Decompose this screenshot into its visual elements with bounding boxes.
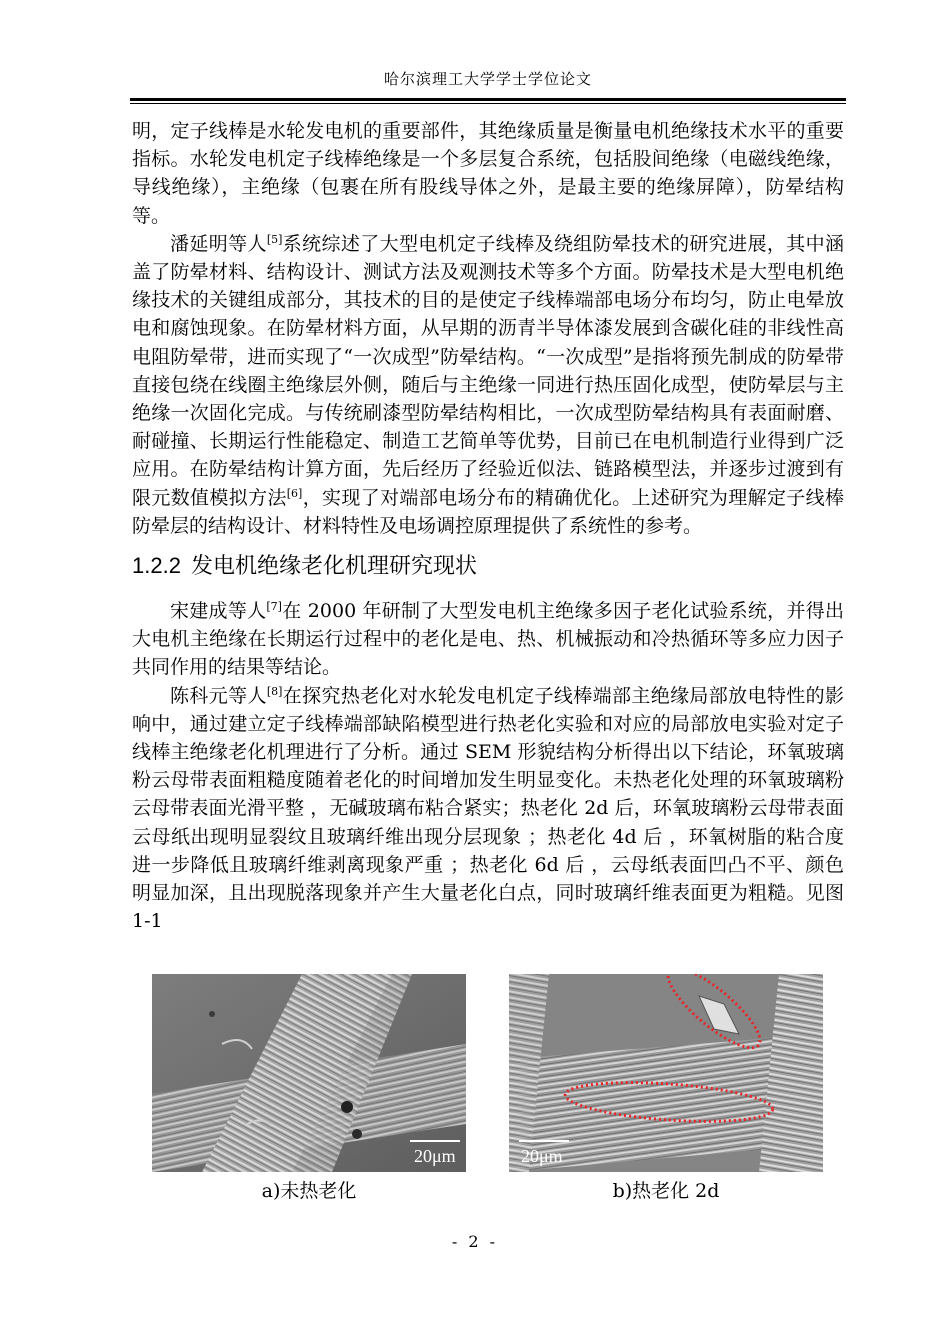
paragraph-3-lead: 宋建成等人 [170, 600, 267, 623]
section-heading [132, 546, 844, 587]
caption-left: a)未热老化 [261, 1180, 357, 1202]
sem-image-unaged [152, 974, 466, 1172]
caption-right: b)热老化 2d [612, 1180, 720, 1202]
paragraph-1: 明，定子线棒是水轮发电机的重要部件，其绝缘质量是衡量电机绝缘技术水平的重要指标。水轮发电机定子线棒绝缘是一个多层复合系统，包括股间绝缘（电磁线绝缘，导线绝缘），主绝缘（包裹在所有股线导体之外，是最主要的绝缘屏障），防晕结构等。 [132, 120, 844, 227]
paragraph-3 [132, 597, 844, 682]
paragraph-2-lead: 潘延明等人 [170, 232, 267, 255]
scale-label-left: 20μm [414, 1146, 456, 1166]
paragraph-4 [132, 682, 844, 936]
header-rule-thin [130, 103, 846, 104]
sem-image-aged-2d [509, 974, 823, 1172]
paragraph-4-body: 在探究热老化对水轮发电机定子线棒端部主绝缘局部放电特性的影响中，通过建立定子线棒端部缺陷模型进行热老化实验和对应的局部放电实验对定子线棒主绝缘老化机理进行了分析。通过 SEM 形貌结构分析得出以下结论，环氧玻璃粉云母带表面粗糙度随着老化的时间增加发生明显变化。未热老化处理的环氧玻璃粉云母带表面光滑平整 ，无碱玻璃布粘合紧实；热老化 2d 后，环氧玻璃粉云母带表面云母纸出现明显裂纹且玻璃纤维出现分层现象 ；热老化 4d 后 ，环氧树脂的粘合度进一步降低且玻璃纤维剥离现象严重 ；热老化 6d 后 ，云母纸表面凹凸不平、颜色明显加深，且出现脱落现象并产生大量老化白点，同时玻璃纤维表面更为粗糙。见图 1-1 [132, 684, 844, 933]
paragraph-4-lead: 陈科元等人 [170, 684, 267, 707]
paragraph-2-tail: ，实现了对端部电场分布的精确优化。上述研究为理解定子线棒防晕层的结构设计、材料特性及电场调控原理提供了系统性的参考。 [132, 486, 844, 537]
paragraph-3-body: 在 2000 年研制了大型发电机主绝缘多因子老化试验系统，并得出大电机主绝缘在长期运行过程中的老化是电、热、机械振动和冷热循环等多应力因子共同作用的结果等结论。 [132, 600, 844, 679]
body-text [132, 117, 844, 935]
citation-7: [7] [266, 600, 282, 614]
page-number: - 2 - [451, 1232, 499, 1251]
running-header: 哈尔滨理工大学学士学位论文 [383, 70, 592, 88]
paragraph-2 [132, 230, 844, 540]
citation-8: [8] [266, 684, 283, 698]
section-number: 1.2.2 [132, 553, 181, 579]
section-title: 发电机绝缘老化机理研究现状 [190, 554, 477, 580]
scale-label-right: 20μm [521, 1146, 563, 1166]
citation-5: [5] [266, 232, 283, 246]
paragraph-2-body: 系统综述了大型电机定子线棒及绕组防晕技术的研究进展，其中涵盖了防晕材料、结构设计、测试方法及观测技术等多个方面。防晕技术是大型电机绝缘技术的关键组成部分，其技术的目的是使定子线棒端部电场分布均匀，防止电晕放电和腐蚀现象。在防晕材料方面，从早期的沥青半导体漆发展到含碳化硅的非线性高电阻防晕带，进而实现了“一次成型”防晕结构。“一次成型”是指将预先制成的防晕带直接包绕在线圈主绝缘层外侧，随后与主绝缘一同进行热压固化成型，使防晕层与主绝缘一次固化完成。与传统刷漆型防晕结构相比，一次成型防晕结构具有表面耐磨、耐碰撞、长期运行性能稳定、制造工艺简单等优势，目前已在电机制造行业得到广泛应用。在防晕结构计算方面，先后经历了经验近似法、链路模型法，并逐步过渡到有限元数值模拟方法 [132, 232, 844, 509]
header-rule-thick [130, 98, 846, 101]
citation-6: [6] [286, 486, 303, 500]
